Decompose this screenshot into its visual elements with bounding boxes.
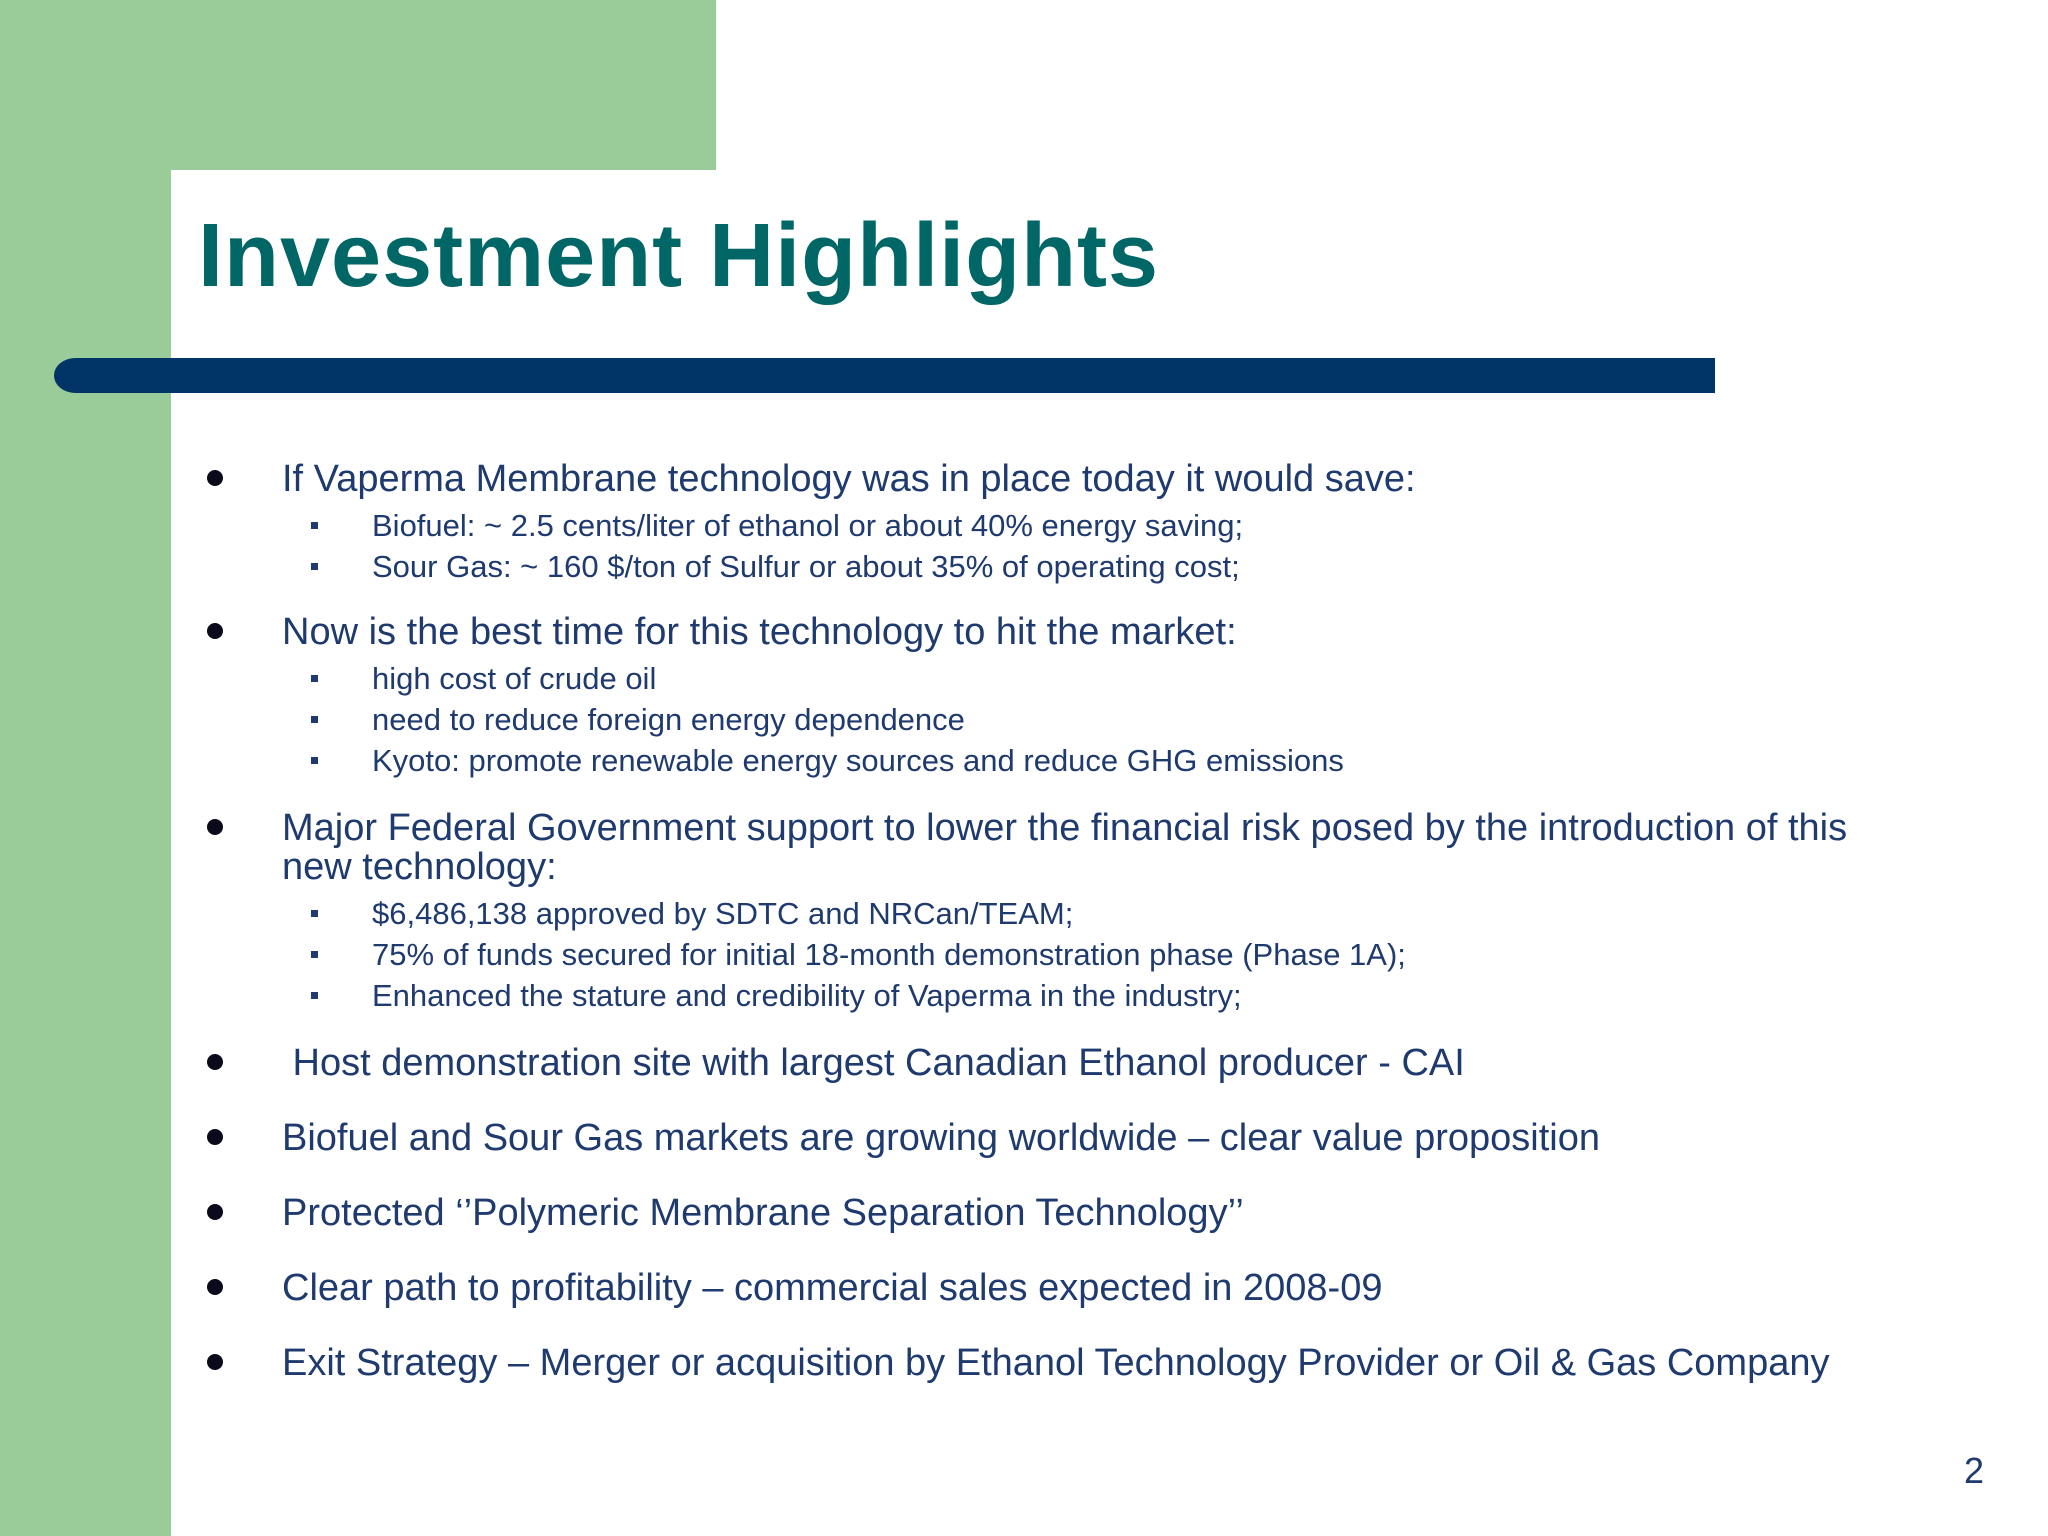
- bullet-text: If Vaperma Membrane technology was in place today it would save:: [282, 458, 1416, 500]
- sub-bullet-text: Sour Gas: ~ 160 $/ton of Sulfur or about 35% of operating cost;: [372, 549, 1240, 584]
- sub-bullet-item: [200, 934, 1900, 975]
- sub-bullet-list: [200, 893, 1900, 1016]
- bullet-dot-icon: [207, 1129, 223, 1145]
- bullet-dot-icon: [207, 1054, 223, 1070]
- bullet-text: Biofuel and Sour Gas markets are growing worldwide – clear value proposition: [282, 1117, 1601, 1159]
- square-bullet-icon: [311, 716, 318, 723]
- sub-bullet-text: Enhanced the stature and credibility of Vaperma in the industry;: [372, 978, 1242, 1013]
- sub-bullet-text: high cost of crude oil: [372, 661, 657, 696]
- sub-bullet-item: [200, 893, 1900, 934]
- sub-bullet-item: [200, 658, 1900, 699]
- page-number: 2: [1963, 1450, 1984, 1491]
- sub-bullet-item: [200, 546, 1900, 587]
- bullet-list: [200, 460, 1900, 1383]
- sub-bullet-text: Kyoto: promote renewable energy sources and reduce GHG emissions: [372, 743, 1344, 778]
- square-bullet-icon: [311, 675, 318, 682]
- square-bullet-icon: [311, 522, 318, 529]
- bullet-dot-icon: [207, 470, 223, 486]
- sub-bullet-list: [200, 658, 1900, 781]
- sub-bullet-item: [200, 699, 1900, 740]
- bullet-dot-icon: [207, 623, 223, 639]
- sub-bullet-text: Biofuel: ~ 2.5 cents/liter of ethanol or about 40% energy saving;: [372, 508, 1244, 543]
- bullet-dot-icon: [207, 819, 223, 835]
- sub-bullet-item: [200, 505, 1900, 546]
- bullet-item: [200, 1344, 1900, 1383]
- bullet-dot-icon: [207, 1204, 223, 1220]
- bullet-item: [200, 1119, 1900, 1158]
- bullet-item: [200, 1044, 1900, 1083]
- slide-title: Investment Highlights: [198, 206, 1160, 306]
- square-bullet-icon: [311, 563, 318, 570]
- bullet-text: Now is the best time for this technology to hit the market:: [282, 611, 1237, 653]
- square-bullet-icon: [311, 992, 318, 999]
- bullet-text: Clear path to profitability – commercial sales expected in 2008-09: [282, 1267, 1383, 1309]
- bullet-text: Host demonstration site with largest Canadian Ethanol producer - CAI: [282, 1042, 1465, 1084]
- green-accent-side: [0, 0, 171, 1536]
- square-bullet-icon: [311, 951, 318, 958]
- bullet-text: Exit Strategy – Merger or acquisition by Ethanol Technology Provider or Oil & Gas Company: [282, 1342, 1830, 1384]
- bullet-dot-icon: [207, 1354, 223, 1370]
- sub-bullet-item: [200, 740, 1900, 781]
- sub-bullet-item: [200, 975, 1900, 1016]
- bullet-item: [200, 460, 1900, 499]
- bullet-text: Protected ‘’Polymeric Membrane Separation Technology’’: [282, 1192, 1244, 1234]
- bullet-item: [200, 1269, 1900, 1308]
- title-underline-bar: [54, 358, 1715, 393]
- sub-bullet-text: 75% of funds secured for initial 18-month demonstration phase (Phase 1A);: [372, 937, 1406, 972]
- bullet-item: [200, 1194, 1900, 1233]
- bullet-item: [200, 613, 1900, 652]
- square-bullet-icon: [311, 757, 318, 764]
- bullet-item: [200, 809, 1900, 887]
- sub-bullet-text: $6,486,138 approved by SDTC and NRCan/TEAM;: [372, 896, 1074, 931]
- bullet-text: Major Federal Government support to lower the financial risk posed by the introduction of this new technology:: [282, 807, 1848, 888]
- sub-bullet-list: [200, 505, 1900, 587]
- bullet-dot-icon: [207, 1279, 223, 1295]
- square-bullet-icon: [311, 910, 318, 917]
- sub-bullet-text: need to reduce foreign energy dependence: [372, 702, 965, 737]
